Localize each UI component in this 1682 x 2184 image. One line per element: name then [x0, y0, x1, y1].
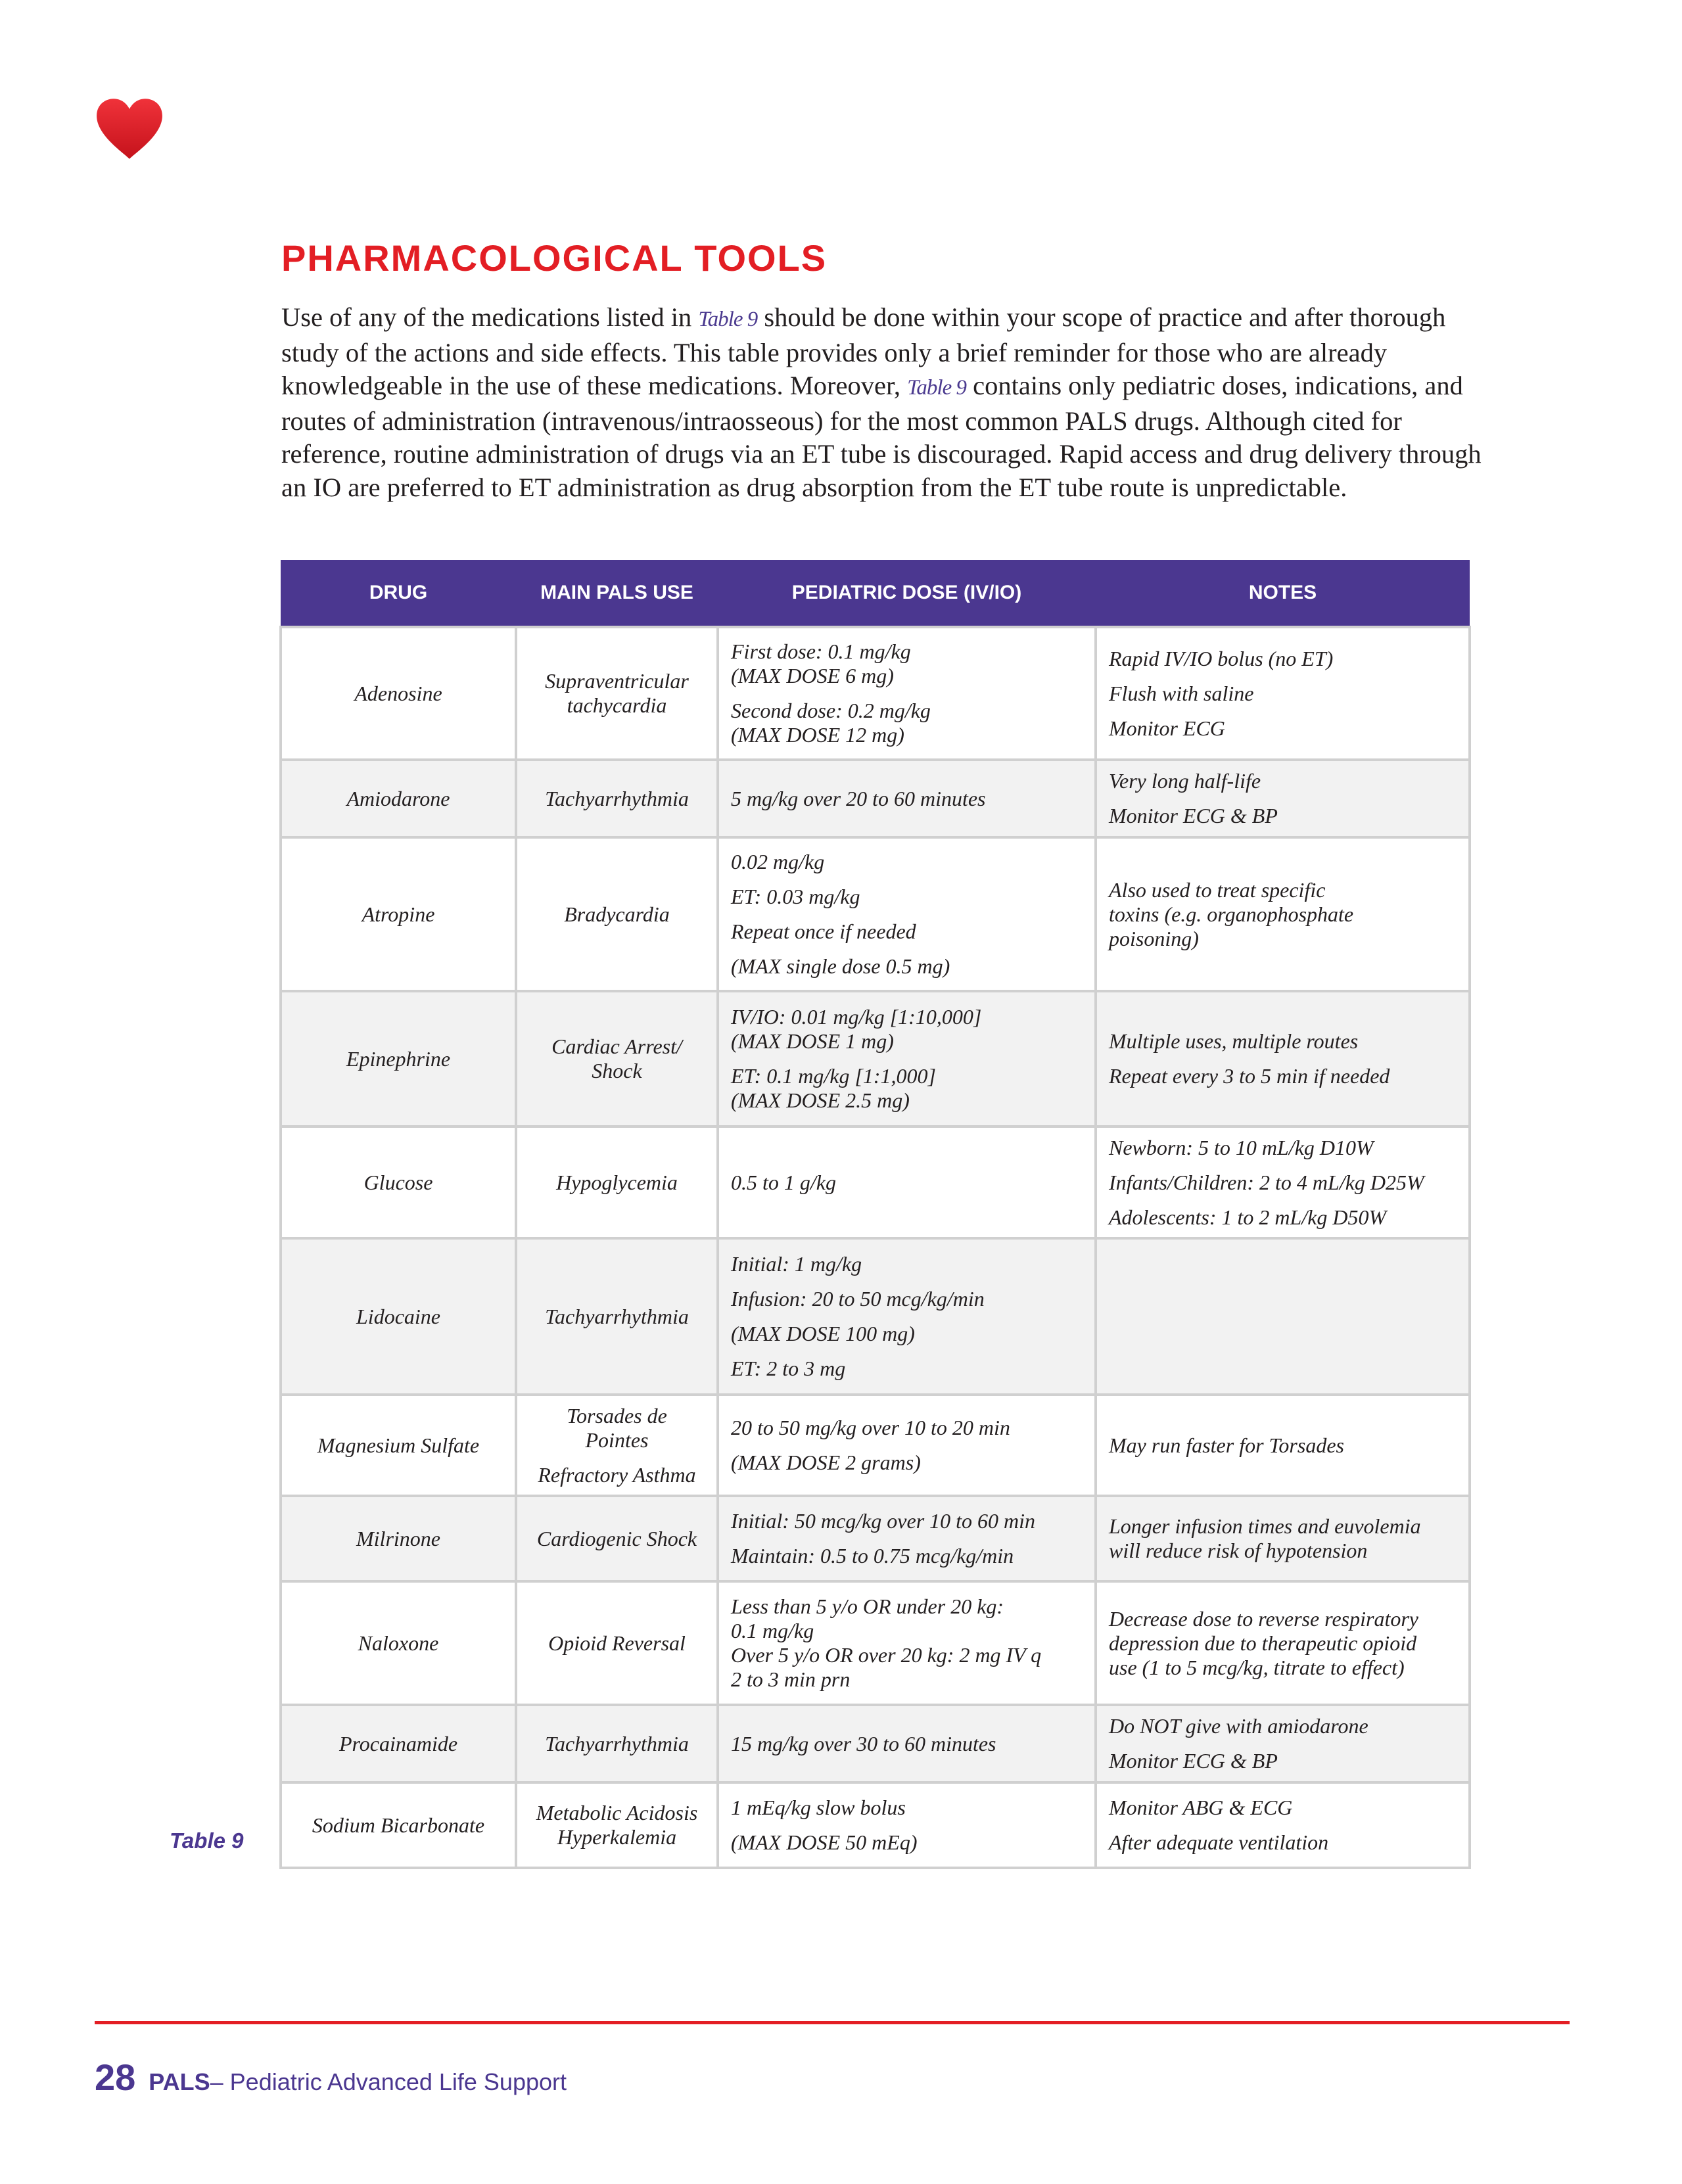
course-code: PALS: [149, 2068, 210, 2095]
table-row: [281, 1782, 1470, 1868]
header-main-pals-use: MAIN PALS USE: [516, 560, 718, 627]
intro-paragraph: [281, 301, 1484, 504]
table-row: [281, 1127, 1470, 1238]
drug-cell: Amiodarone: [281, 760, 516, 837]
notes-cell: Very long half-life Monitor ECG & BP: [1096, 760, 1470, 837]
notes-cell: May run faster for Torsades: [1096, 1395, 1470, 1496]
table-row: [281, 627, 1470, 760]
use-cell: Metabolic Acidosis Hyperkalemia: [516, 1782, 718, 1868]
dose-cell: Less than 5 y/o OR under 20 kg: 0.1 mg/kg Over 5 y/o OR over 20 kg: 2 mg IV q 2 to 3 min prn: [718, 1581, 1096, 1705]
use-cell: Supraventricular tachycardia: [516, 627, 718, 760]
table-row: [281, 760, 1470, 837]
dose-cell: Initial: 1 mg/kg Infusion: 20 to 50 mcg/kg/min (MAX DOSE 100 mg) ET: 2 to 3 mg: [718, 1238, 1096, 1395]
dose-cell: 0.5 to 1 g/kg: [718, 1127, 1096, 1238]
use-cell: Hypoglycemia: [516, 1127, 718, 1238]
page-number: 28: [95, 2056, 136, 2098]
notes-cell: [1096, 1238, 1470, 1395]
use-cell: Tachyarrhythmia: [516, 1238, 718, 1395]
heart-icon: [95, 97, 164, 160]
dose-cell: Initial: 50 mcg/kg over 10 to 60 min Maintain: 0.5 to 0.75 mcg/kg/min: [718, 1496, 1096, 1581]
dose-cell: 0.02 mg/kg ET: 0.03 mg/kg Repeat once if needed (MAX single dose 0.5 mg): [718, 837, 1096, 991]
table-row: [281, 1238, 1470, 1395]
notes-cell: Longer infusion times and euvolemia will reduce risk of hypotension: [1096, 1496, 1470, 1581]
table-row: [281, 1496, 1470, 1581]
drug-cell: Sodium Bicarbonate: [281, 1782, 516, 1868]
notes-cell: Do NOT give with amiodarone Monitor ECG & BP: [1096, 1705, 1470, 1782]
notes-cell: Decrease dose to reverse respiratory depression due to therapeutic opioid use (1 to 5 mcg/kg, titrate to effect): [1096, 1581, 1470, 1705]
header-pediatric-dose: PEDIATRIC DOSE (IV/IO): [718, 560, 1096, 627]
dose-cell: 1 mEq/kg slow bolus (MAX DOSE 50 mEq): [718, 1782, 1096, 1868]
dose-cell: 5 mg/kg over 20 to 60 minutes: [718, 760, 1096, 837]
use-cell: Opioid Reversal: [516, 1581, 718, 1705]
use-cell: Tachyarrhythmia: [516, 760, 718, 837]
drug-table: [279, 560, 1471, 1869]
intro-text-2: should be done within your scope of practice and after thorough study of the actions and side effects. This table provides only a brief reminder for those who are already knowledgeable in the use of these medications. Moreover,: [281, 302, 1446, 400]
section-title: PHARMACOLOGICAL TOOLS: [281, 237, 828, 279]
intro-text-3: contains only pediatric doses, indications, and routes of administration (intravenous/intraosseous) for the most common PALS drugs. Although cited for reference, routine administration of drugs via an ET tube is discouraged. Rapid access and drug delivery through an IO are preferred to ET administration as drug absorption from the ET tube route is unpredictable.: [281, 371, 1482, 502]
use-cell: Cardiogenic Shock: [516, 1496, 718, 1581]
drug-cell: Milrinone: [281, 1496, 516, 1581]
notes-cell: Newborn: 5 to 10 mL/kg D10W Infants/Children: 2 to 4 mL/kg D25W Adolescents: 1 to 2 mL/kg D50W: [1096, 1127, 1470, 1238]
drug-cell: Glucose: [281, 1127, 516, 1238]
table-header-row: [281, 560, 1470, 627]
use-cell: Cardiac Arrest/ Shock: [516, 991, 718, 1127]
dose-cell: IV/IO: 0.01 mg/kg [1:10,000] (MAX DOSE 1 mg) ET: 0.1 mg/kg [1:1,000] (MAX DOSE 2.5 mg): [718, 991, 1096, 1127]
course-title: – Pediatric Advanced Life Support: [210, 2068, 567, 2095]
header-notes: NOTES: [1096, 560, 1470, 627]
notes-cell: Multiple uses, multiple routes Repeat every 3 to 5 min if needed: [1096, 991, 1470, 1127]
header-drug: DRUG: [281, 560, 516, 627]
drug-cell: Lidocaine: [281, 1238, 516, 1395]
drug-cell: Procainamide: [281, 1705, 516, 1782]
use-cell: Tachyarrhythmia: [516, 1705, 718, 1782]
use-cell: Bradycardia: [516, 837, 718, 991]
table-9-link[interactable]: Table 9: [698, 308, 758, 331]
dose-cell: 15 mg/kg over 30 to 60 minutes: [718, 1705, 1096, 1782]
table-row: [281, 1395, 1470, 1496]
table-row: [281, 837, 1470, 991]
table-9-link[interactable]: Table 9: [907, 376, 966, 400]
notes-cell: Rapid IV/IO bolus (no ET) Flush with saline Monitor ECG: [1096, 627, 1470, 760]
table-caption: Table 9: [170, 1828, 244, 1853]
drug-cell: Atropine: [281, 837, 516, 991]
table-row: [281, 991, 1470, 1127]
drug-cell: Naloxone: [281, 1581, 516, 1705]
page-footer: [95, 2056, 567, 2098]
drug-cell: Adenosine: [281, 627, 516, 760]
intro-text-1: Use of any of the medications listed in: [281, 302, 699, 332]
footer-divider: [95, 2021, 1570, 2024]
notes-cell: Monitor ABG & ECG After adequate ventilation: [1096, 1782, 1470, 1868]
notes-cell: Also used to treat specific toxins (e.g. organophosphate poisoning): [1096, 837, 1470, 991]
use-cell: Torsades de Pointes Refractory Asthma: [516, 1395, 718, 1496]
dose-cell: First dose: 0.1 mg/kg (MAX DOSE 6 mg) Second dose: 0.2 mg/kg (MAX DOSE 12 mg): [718, 627, 1096, 760]
dose-cell: 20 to 50 mg/kg over 10 to 20 min (MAX DOSE 2 grams): [718, 1395, 1096, 1496]
drug-cell: Magnesium Sulfate: [281, 1395, 516, 1496]
table-row: [281, 1581, 1470, 1705]
drug-cell: Epinephrine: [281, 991, 516, 1127]
table-row: [281, 1705, 1470, 1782]
